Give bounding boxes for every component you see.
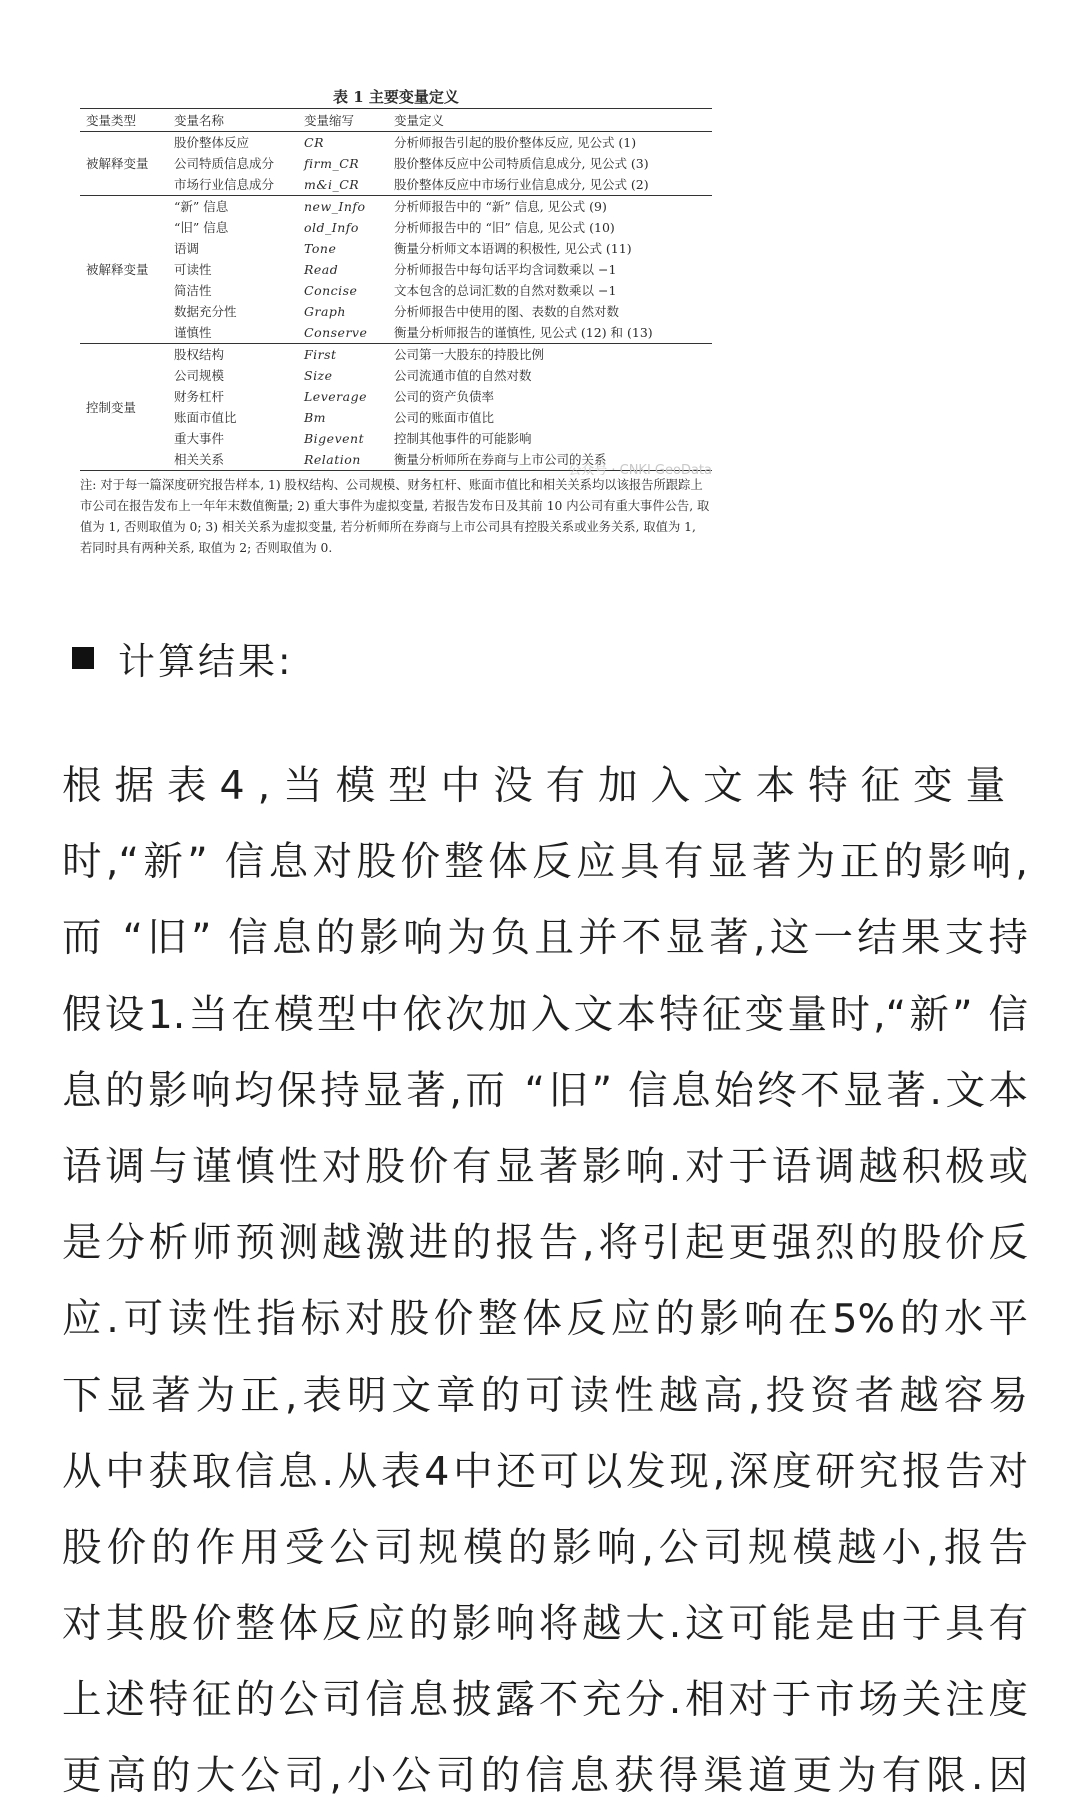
variable-definition-cell: 分析师报告中每句话平均含词数乘以 −1	[394, 262, 617, 277]
variable-abbr-cell: new_Info	[298, 196, 388, 218]
variable-abbr-cell: First	[298, 344, 388, 366]
text-line: 假设1.当在模型中依次加入文本特征变量时,“新” 信	[62, 991, 1028, 1038]
text-line: 上述特征的公司信息披露不充分.相对于市场关注度	[62, 1677, 1028, 1724]
table-row	[80, 301, 712, 322]
table-row	[80, 365, 712, 386]
variable-definition-cell: 股价整体反应中市场行业信息成分, 见公式 (2)	[394, 177, 649, 192]
variable-definition-cell: 控制其他事件的可能影响	[394, 431, 532, 446]
watermark: 公众号 · CNKI GeoData	[568, 463, 712, 478]
text-line: 根据表4,当模型中没有加入文本特征变量	[62, 763, 1019, 809]
variable-abbr-cell: Conserve	[304, 325, 368, 340]
section-heading	[72, 628, 293, 688]
header-cell: 变量类型	[80, 109, 168, 132]
variable-table	[80, 108, 712, 471]
text-line: 从中获取信息.从表4中还可以发现,深度研究报告对	[62, 1448, 1028, 1495]
text-line: 更高的大公司,小公司的信息获得渠道更为有限.因	[62, 1753, 1028, 1800]
variable-name-cell: 相关关系	[168, 449, 298, 471]
variable-name-cell: “新” 信息	[168, 196, 298, 218]
variable-name-cell: 可读性	[174, 262, 212, 277]
variable-definition-cell: 分析师报告中的 “新” 信息, 见公式 (9)	[388, 196, 712, 218]
table-row	[80, 407, 712, 428]
variable-definition-cell: 衡量分析师文本语调的积极性, 见公式 (11)	[394, 241, 632, 256]
variable-name-cell: “旧” 信息	[174, 220, 229, 235]
text-line: 是分析师预测越激进的报告,将引起更强烈的股价反	[62, 1220, 1028, 1267]
text-line: 息的影响均保持显著,而 “旧” 信息始终不显著.文本	[62, 1067, 1028, 1114]
variable-name-cell: 股权结构	[168, 344, 298, 366]
variable-definition-cell: 衡量分析师所在券商与上市公司的关系	[388, 449, 712, 471]
table-row	[80, 217, 712, 238]
header-cell: 变量名称	[168, 109, 298, 132]
table-row	[80, 322, 712, 344]
text-line: 对其股价整体反应的影响将越大.这可能是由于具有	[62, 1601, 1028, 1648]
body-paragraph	[62, 748, 1028, 1815]
text-line: 下显著为正,表明文章的可读性越高,投资者越容易	[62, 1372, 1028, 1419]
variable-definition-cell: 分析师报告中使用的图、表数的自然对数	[394, 304, 620, 319]
variable-definition-cell: 公司第一大股东的持股比例	[388, 344, 712, 366]
heading-text: 计算结果:	[118, 640, 294, 683]
text-line: 时,“新” 信息对股价整体反应具有显著为正的影响,	[62, 839, 1028, 886]
table-body	[80, 132, 712, 471]
variable-abbr-cell: m&i_CR	[304, 177, 360, 192]
table-note: 注: 对于每一篇深度研究报告样本, 1) 股权结构、公司规模、财务杠杆、账面市值比和相关关系均以该报告所跟踪上市公司在报告发布上一年年末数值衡量; 2) 重大事件为虚拟变量, 若报告发布日及其前 10 内公司有重大事件公告, 取值为 1, 否则取值为 0; 3) 相关关系为虚拟变量, 若分析师所在券商与上市公司具有控股关系或业务关系, 取值为 1, 若同时具有两种关系, 取值为 2; 否则取值为 0.	[80, 478, 710, 555]
header-cell: 变量定义	[388, 109, 712, 132]
variable-type-cell: 控制变量	[80, 344, 168, 471]
variable-name-cell: 数据充分性	[174, 304, 237, 319]
variable-abbr-cell: Size	[304, 368, 333, 383]
table-header-row	[80, 109, 712, 132]
variable-abbr-cell: Read	[304, 262, 339, 277]
variable-definition-cell: 公司的账面市值比	[394, 410, 495, 425]
variable-abbr-cell: Bm	[304, 410, 327, 425]
variable-abbr-cell: Bigevent	[304, 431, 365, 446]
variable-abbr-cell: Relation	[298, 449, 388, 471]
variable-definition-cell: 公司流通市值的自然对数	[394, 368, 532, 383]
variable-name-cell: 谨慎性	[174, 325, 212, 340]
black-square-icon	[72, 647, 94, 669]
variable-abbr-cell: Leverage	[304, 389, 367, 404]
table-row	[80, 153, 712, 174]
variable-abbr-cell: firm_CR	[304, 156, 360, 171]
variable-name-cell: 股价整体反应	[168, 132, 298, 154]
text-line: 而 “旧” 信息的影响为负且并不显著,这一结果支持	[62, 915, 1028, 962]
variable-name-cell: 财务杠杆	[174, 389, 225, 404]
text-line: 股价的作用受公司规模的影响,公司规模越小,报告	[62, 1524, 1028, 1571]
variable-definition-cell: 分析师报告引起的股价整体反应, 见公式 (1)	[388, 132, 712, 154]
table-row	[80, 174, 712, 196]
variable-name-cell: 简洁性	[174, 283, 212, 298]
table-row	[80, 259, 712, 280]
variable-abbr-cell: old_Info	[304, 220, 359, 235]
text-line: 应.可读性指标对股价整体反应的影响在5%的水平	[62, 1296, 1028, 1343]
table-caption: 表 1 主要变量定义	[333, 88, 459, 106]
variable-name-cell: 账面市值比	[174, 410, 237, 425]
variable-name-cell: 公司特质信息成分	[174, 156, 275, 171]
table-row	[80, 238, 712, 259]
variable-abbr-cell: CR	[298, 132, 388, 154]
variable-definition-cell: 衡量分析师报告的谨慎性, 见公式 (12) 和 (13)	[394, 325, 653, 340]
variable-type-cell: 被解释变量	[80, 196, 168, 344]
variable-abbr-cell: Tone	[304, 241, 337, 256]
variable-abbr-cell: Graph	[304, 304, 346, 319]
variable-definition-cell: 股价整体反应中公司特质信息成分, 见公式 (3)	[394, 156, 649, 171]
variable-name-cell: 语调	[174, 241, 200, 256]
table-row	[80, 196, 712, 218]
variable-definition-cell: 公司的资产负债率	[394, 389, 495, 404]
variable-abbr-cell: Concise	[304, 283, 358, 298]
table-row	[80, 386, 712, 407]
table-row	[80, 132, 712, 154]
variable-name-cell: 市场行业信息成分	[174, 177, 275, 192]
table-row	[80, 344, 712, 366]
variable-definition-cell: 文本包含的总词汇数的自然对数乘以 −1	[394, 283, 617, 298]
variable-type-cell: 被解释变量	[80, 132, 168, 196]
text-line: 语调与谨慎性对股价有显著影响.对于语调越积极或	[62, 1143, 1028, 1190]
table-row	[80, 280, 712, 301]
table-row	[80, 428, 712, 449]
header-cell: 变量缩写	[298, 109, 388, 132]
variable-name-cell: 重大事件	[174, 431, 225, 446]
variable-name-cell: 公司规模	[174, 368, 225, 383]
variable-definition-cell: 分析师报告中的 “旧” 信息, 见公式 (10)	[394, 220, 615, 235]
variable-definition-table-image	[80, 86, 712, 555]
